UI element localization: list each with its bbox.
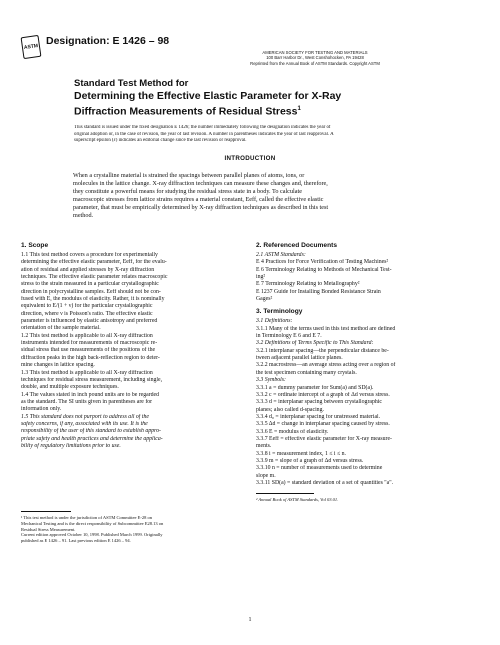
text-line: parameter is influenced by elastic anisotropy and preferred	[21, 318, 158, 325]
text-line: 3.3.1 a = dummy parameter for Sum(a) and SD(a).	[256, 384, 374, 391]
text-line: tween adjacent parallel lattice planes.	[256, 355, 343, 362]
publisher-line: 100 Barr Harbor Dr., West Conshohocken, PA 19428	[266, 55, 364, 61]
text-line: 1.3 This test method is applicable to all X-ray diffraction	[21, 369, 153, 376]
title-line: Determining the Effective Elastic Parameter for X-Ray	[74, 90, 342, 102]
intro-line: macroscopic stresses from lattice strains requires a material constant, Eeff, called the effective elastic	[73, 196, 324, 203]
text-line: stress to the strain measured in a particular crystallographic	[21, 281, 159, 288]
title-text: Diffraction Measurements of Residual Stress	[74, 105, 298, 117]
text-line: 3.3.7 Eeff = effective elastic parameter for X-ray measure-	[256, 435, 392, 442]
intro-line: they constitute a powerful means for studying the residual stress state in a body. To calculate	[73, 188, 302, 195]
astm-logo: ASTM	[21, 35, 42, 59]
text-line: safety concerns, if any, associated with its use. It is the	[21, 420, 148, 427]
text-line: 3.3.6 E = modulus of elasticity.	[256, 428, 329, 435]
text-line: instruments intended for measurements of macroscopic re-	[21, 340, 158, 347]
text-line: 3.3.5 Δd = change in interplanar spacing caused by stress.	[256, 421, 390, 428]
intro-line: molecules in the lattice change. X-ray diffraction techniques can measure these changes and, therefore,	[73, 180, 328, 187]
terminology-text	[256, 318, 478, 487]
text-line: 1.1 This test method covers a procedure for experimentally	[21, 252, 158, 258]
scope-text	[21, 252, 233, 414]
text-line: responsibility of the user of this standard to establish appro-	[21, 428, 161, 435]
text-line: E 4 Practices for Force Verification of Testing Machines²	[256, 259, 389, 266]
document-title	[74, 78, 454, 118]
introduction-heading: INTRODUCTION	[224, 155, 276, 162]
footnote-1	[21, 515, 233, 544]
footnote-line: published as E 1426 – 91. Last previous edition E 1426 – 94.	[21, 538, 131, 544]
text-line: 3.3.3 d = interplanar spacing between crystallographic	[256, 399, 382, 406]
text-line: ing²	[256, 274, 266, 281]
text-line: 3.1 Definitions:	[256, 318, 293, 325]
footnote-line: Mechanical Testing and is the direct responsibility of Subcommittee E28.13 on	[21, 520, 164, 526]
title-line	[74, 103, 454, 118]
issued-line: original adoption or, in the case of revision, the year of last revision. A number in parentheses indicates the year of last reapproval. A	[74, 131, 334, 137]
footnote-line: Current edition approved October 10, 1998. Published March 1999. Originally	[21, 532, 163, 538]
publisher-info	[210, 50, 420, 66]
footnote-divider	[21, 511, 71, 512]
publisher-line: Reprinted from the Annual Book of ASTM Standards. Copyright ASTM	[250, 60, 380, 66]
referenced-documents-heading: 2. Referenced Documents	[256, 242, 337, 249]
text-line: information only.	[21, 406, 62, 413]
text-line: determining the effective elastic parameter, Eeff, for the evalu-	[21, 259, 167, 266]
text-line: orientation of the sample material.	[21, 325, 101, 332]
text-line: techniques. The effective elastic parameter relates macroscopic	[21, 274, 168, 281]
text-line: ation of residual and applied stresses by X-ray diffraction	[21, 266, 155, 273]
issued-line: This standard is issued under the fixed designation E 1426; the number immediately following the designation indicates the year of	[74, 125, 331, 130]
text-line: priate safety and health practices and determine the applica-	[21, 435, 163, 442]
text-line: 1.2 This test method is applicable to all X-ray diffraction	[21, 332, 153, 339]
intro-line: When a crystalline material is strained the spacings between parallel planes of atoms, ions, or	[73, 172, 305, 179]
issued-line: superscript epsilon (ε) indicates an editorial change since the last revision or reapproval.	[74, 138, 247, 143]
footnote-line: ¹ This test method is under the jurisdiction of ASTM Committee E-28 on	[21, 515, 153, 521]
text-line: 3.3.10 n = number of measurements used to determine	[256, 465, 383, 472]
text-line: direction in polycrystalline samples. Eeff should not be con-	[21, 288, 161, 295]
issued-note	[74, 125, 426, 145]
footnote-2: ² Annual Book of ASTM Standards, Vol 03.01.	[256, 497, 339, 503]
safety-statement	[21, 414, 233, 451]
text-line: fused with E, the modulus of elasticity. Rather, it is nominally	[21, 296, 165, 303]
referenced-documents-list	[256, 252, 478, 303]
page-number: 1	[248, 617, 252, 623]
text-line: sidual stress that use measurements of the positions of the	[21, 347, 156, 354]
text-line: the test specimen containing many crystals.	[256, 369, 357, 376]
scope-heading: 1. Scope	[21, 242, 49, 249]
terminology-heading: 3. Terminology	[256, 308, 303, 316]
designation: Designation: E 1426 – 98	[46, 35, 170, 47]
text-line: 3.3 Symbols:	[256, 377, 286, 384]
text-line: 2.1 ASTM Standards:	[256, 252, 306, 258]
text-line: 3.1.1 Many of the terms used in this test method are defined	[256, 325, 396, 332]
text-line: 1.4 The values stated in inch pound units are to be regarded	[21, 391, 160, 398]
publisher-line: AMERICAN SOCIETY FOR TESTING AND MATERIALS	[262, 50, 368, 55]
text-line: as the standard. The SI units given in parentheses are for	[21, 398, 153, 405]
footnote-divider	[256, 493, 314, 494]
text-line: E 7 Terminology Relating to Metallography²	[256, 281, 360, 288]
text-line: equivalent to E/(1 + ν) for the particular crystallographic	[21, 303, 153, 310]
text-line: E 1237 Guide for Installing Bonded Resistance Strain	[256, 288, 381, 295]
text-line: 3.2.1 interplanar spacing—the perpendicular distance be-	[256, 347, 389, 354]
introduction-text	[73, 172, 431, 220]
text-line: diffraction peaks in the high back-reflection region to deter-	[21, 354, 160, 361]
intro-line: method.	[73, 212, 94, 219]
text-line: 3.3.11 SD(a) = standard deviation of a set of quantities "a".	[256, 479, 394, 486]
text-line: 1.5 This standard does not purport to address all of the	[21, 413, 149, 420]
intro-line: parameter, that must be empirically determined by X-ray diffraction techniques as described in this test	[73, 204, 329, 211]
text-line: 3.2 Definitions of Terms Specific to This Standard:	[256, 340, 374, 347]
text-line: 3.2.2 macrostress—an average stress acting over a region of	[256, 362, 396, 369]
text-line: in Terminology E 6 and E 7.	[256, 333, 322, 340]
text-line: bility of regulatory limitations prior to use.	[21, 442, 121, 449]
text-line: 3.3.8 i = measurement index, 1 ≤ i ≤ n.	[256, 450, 346, 457]
right-column	[256, 241, 478, 503]
text-line: techniques for residual stress measurement, including single,	[21, 376, 163, 383]
text-line: 3.3.9 m = slope of a graph of Δd versus stress.	[256, 457, 364, 464]
text-line: slope m.	[256, 472, 276, 479]
left-column	[21, 241, 233, 544]
text-line: ments.	[256, 443, 272, 450]
text-line: mine changes in lattice spacing.	[21, 362, 95, 369]
text-line: E 6 Terminology Relating to Methods of Mechanical Test-	[256, 266, 392, 273]
title-line: Standard Test Method for	[74, 78, 189, 89]
text-line: 3.3.2 c = ordinate intercept of a graph of Δd versus stress.	[256, 391, 390, 398]
footnote-line: Residual Stress Measurement.	[21, 526, 76, 532]
text-line: direction, where ν is Poisson's ratio. The effective elastic	[21, 310, 153, 317]
text-line: planes; also called d-spacing.	[256, 406, 324, 413]
text-line: double, and multiple exposure techniques.	[21, 384, 119, 391]
text-line: 3.3.4 d₀ = interplanar spacing for unstressed material.	[256, 413, 381, 420]
text-line: Gages²	[256, 296, 273, 303]
title-footnote-mark: 1	[297, 105, 301, 112]
